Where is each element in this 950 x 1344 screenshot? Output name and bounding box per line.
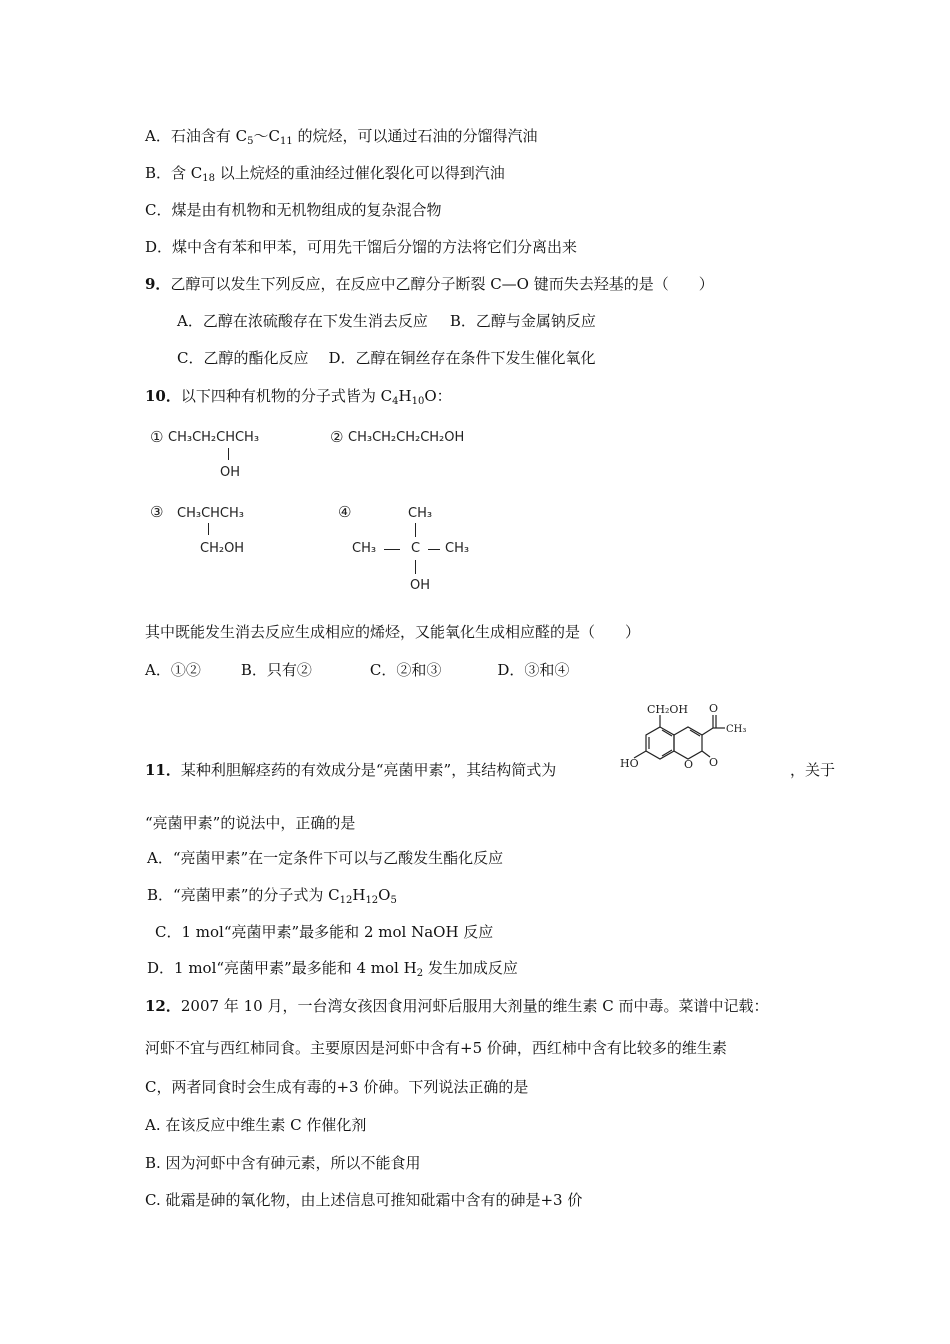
structure-carbonyl-o: O (709, 756, 719, 769)
molecule-1-main: CH₃CH₂CHCH₃ (168, 430, 260, 445)
q8-option-a: A．石油含有 $C_5\sim C_{11}$ 的烷烃，可以通过石油的分馏得汽油 (145, 127, 538, 147)
q9-number: 9． (145, 275, 171, 293)
q9-option-d: D．乙醇在铜丝存在条件下发生催化氧化 (328, 349, 596, 367)
molecule-3-ch2oh: CH₂OH (200, 541, 245, 556)
molecule-4-top-ch3: CH₃ (408, 506, 433, 521)
q11-stem-end: ，关于 (790, 761, 836, 779)
q11-option-a: A．“亮菌甲素”在一定条件下可以与乙酸发生酯化反应 (147, 849, 504, 867)
q10-option-a: A．①② (145, 661, 201, 679)
q8-option-b: B．含 $C_{18}$ 以上烷烃的重油经过催化裂化可以得到汽油 (145, 164, 505, 184)
molecule-3-bond (208, 523, 209, 535)
q12-option-b: B. 因为河虾中含有砷元素，所以不能食用 (145, 1154, 421, 1172)
q11-stem: 11．某种利胆解痉药的有效成分是“亮菌甲素”，其结构简式为 (145, 761, 557, 779)
molecule-4-left-ch3: CH₃ (352, 541, 377, 556)
molecule-4-bond-left (384, 549, 400, 550)
q10-number: 10． (145, 387, 181, 405)
q11-number: 11． (145, 761, 181, 779)
q11-option-b: B．“亮菌甲素”的分子式为 $C_{12}H_{12}O_5$ (147, 886, 397, 906)
q12-line2: 河虾不宜与西红柿同食。主要原因是河虾中含有+5 价砷，西红柿中含有比较多的维生素 (145, 1039, 727, 1057)
structure-ch2oh: CH₂OH (647, 703, 689, 716)
q10-options (145, 660, 569, 680)
q11-stem2: “亮菌甲素”的说法中，正确的是 (145, 814, 356, 832)
q12-option-c: C. 砒霜是砷的氧化物，由上述信息可推知砒霜中含有的砷是+3 价 (145, 1191, 583, 1209)
molecule-4-bond-top (415, 523, 416, 537)
q12-line1: 12．2007 年 10 月，一台湾女孩因食用河虾后服用大剂量的维生素 C 而中毒。菜谱中记载： (145, 997, 769, 1015)
molecule-4-bond-bottom (415, 560, 416, 574)
structure-ring-o: O (684, 758, 694, 771)
q10-option-d: D．③和④ (497, 661, 570, 679)
molecule-3-label: ③ (150, 503, 164, 521)
q8-option-d: D．煤中含有苯和甲苯，可用先干馏后分馏的方法将它们分离出来 (145, 238, 578, 256)
molecule-2-label: ② (330, 428, 344, 446)
structure-ch3: CH₃ (726, 724, 747, 735)
molecule-1-oh: OH (220, 465, 241, 480)
molecule-3-main: CH₃CHCH₃ (177, 506, 244, 521)
molecule-4-right-ch3: CH₃ (445, 541, 470, 556)
molecule-4-label: ④ (338, 503, 352, 521)
q12-line3: C，两者同食时会生成有毒的+3 价砷。下列说法正确的是 (145, 1078, 529, 1096)
q10-option-c: C．②和③ (369, 661, 442, 679)
q11-option-d: D．1 mol“亮菌甲素”最多能和 4 mol $H_2$ 发生加成反应 (147, 959, 518, 979)
liangjunjiasu-structure (620, 695, 760, 785)
q8-option-c: C．煤是由有机物和无机物组成的复杂混合物 (145, 201, 442, 219)
q9-option-a: A．乙醇在浓硫酸存在下发生消去反应 (177, 312, 428, 330)
molecule-4-oh: OH (410, 578, 431, 593)
q9-stem: 9．乙醇可以发生下列反应，在反应中乙醇分子断裂 C—O 键而失去羟基的是（ ） (145, 275, 714, 293)
q10-option-b: B．只有② (240, 661, 312, 679)
q9-option-c: C．乙醇的酯化反应 (177, 349, 309, 367)
molecule-4-center-c: C (411, 541, 421, 556)
molecule-2-main: CH₃CH₂CH₂CH₂OH (348, 430, 465, 445)
q9-options-row1 (177, 311, 596, 331)
molecule-1-bond (228, 448, 229, 460)
q10-stem: 10．以下四种有机物的分子式皆为 $C_4H_{10}O$： (145, 387, 452, 407)
q12-number: 12． (145, 997, 181, 1015)
q9-option-b: B．乙醇与金属钠反应 (449, 312, 596, 330)
q12-option-a: A. 在该反应中维生素 C 作催化剂 (145, 1116, 367, 1134)
molecule-1-label: ① (150, 428, 164, 446)
q10-question: 其中既能发生消去反应生成相应的烯烃，又能氧化生成相应醛的是（ ） (145, 623, 641, 641)
structure-ho: HO (620, 757, 639, 770)
structure-acetyl-o: O (709, 702, 719, 715)
q9-options-row2 (177, 348, 596, 368)
molecule-4-bond-right (428, 549, 440, 550)
q11-option-c: C．1 mol“亮菌甲素”最多能和 2 mol NaOH 反应 (155, 923, 494, 941)
